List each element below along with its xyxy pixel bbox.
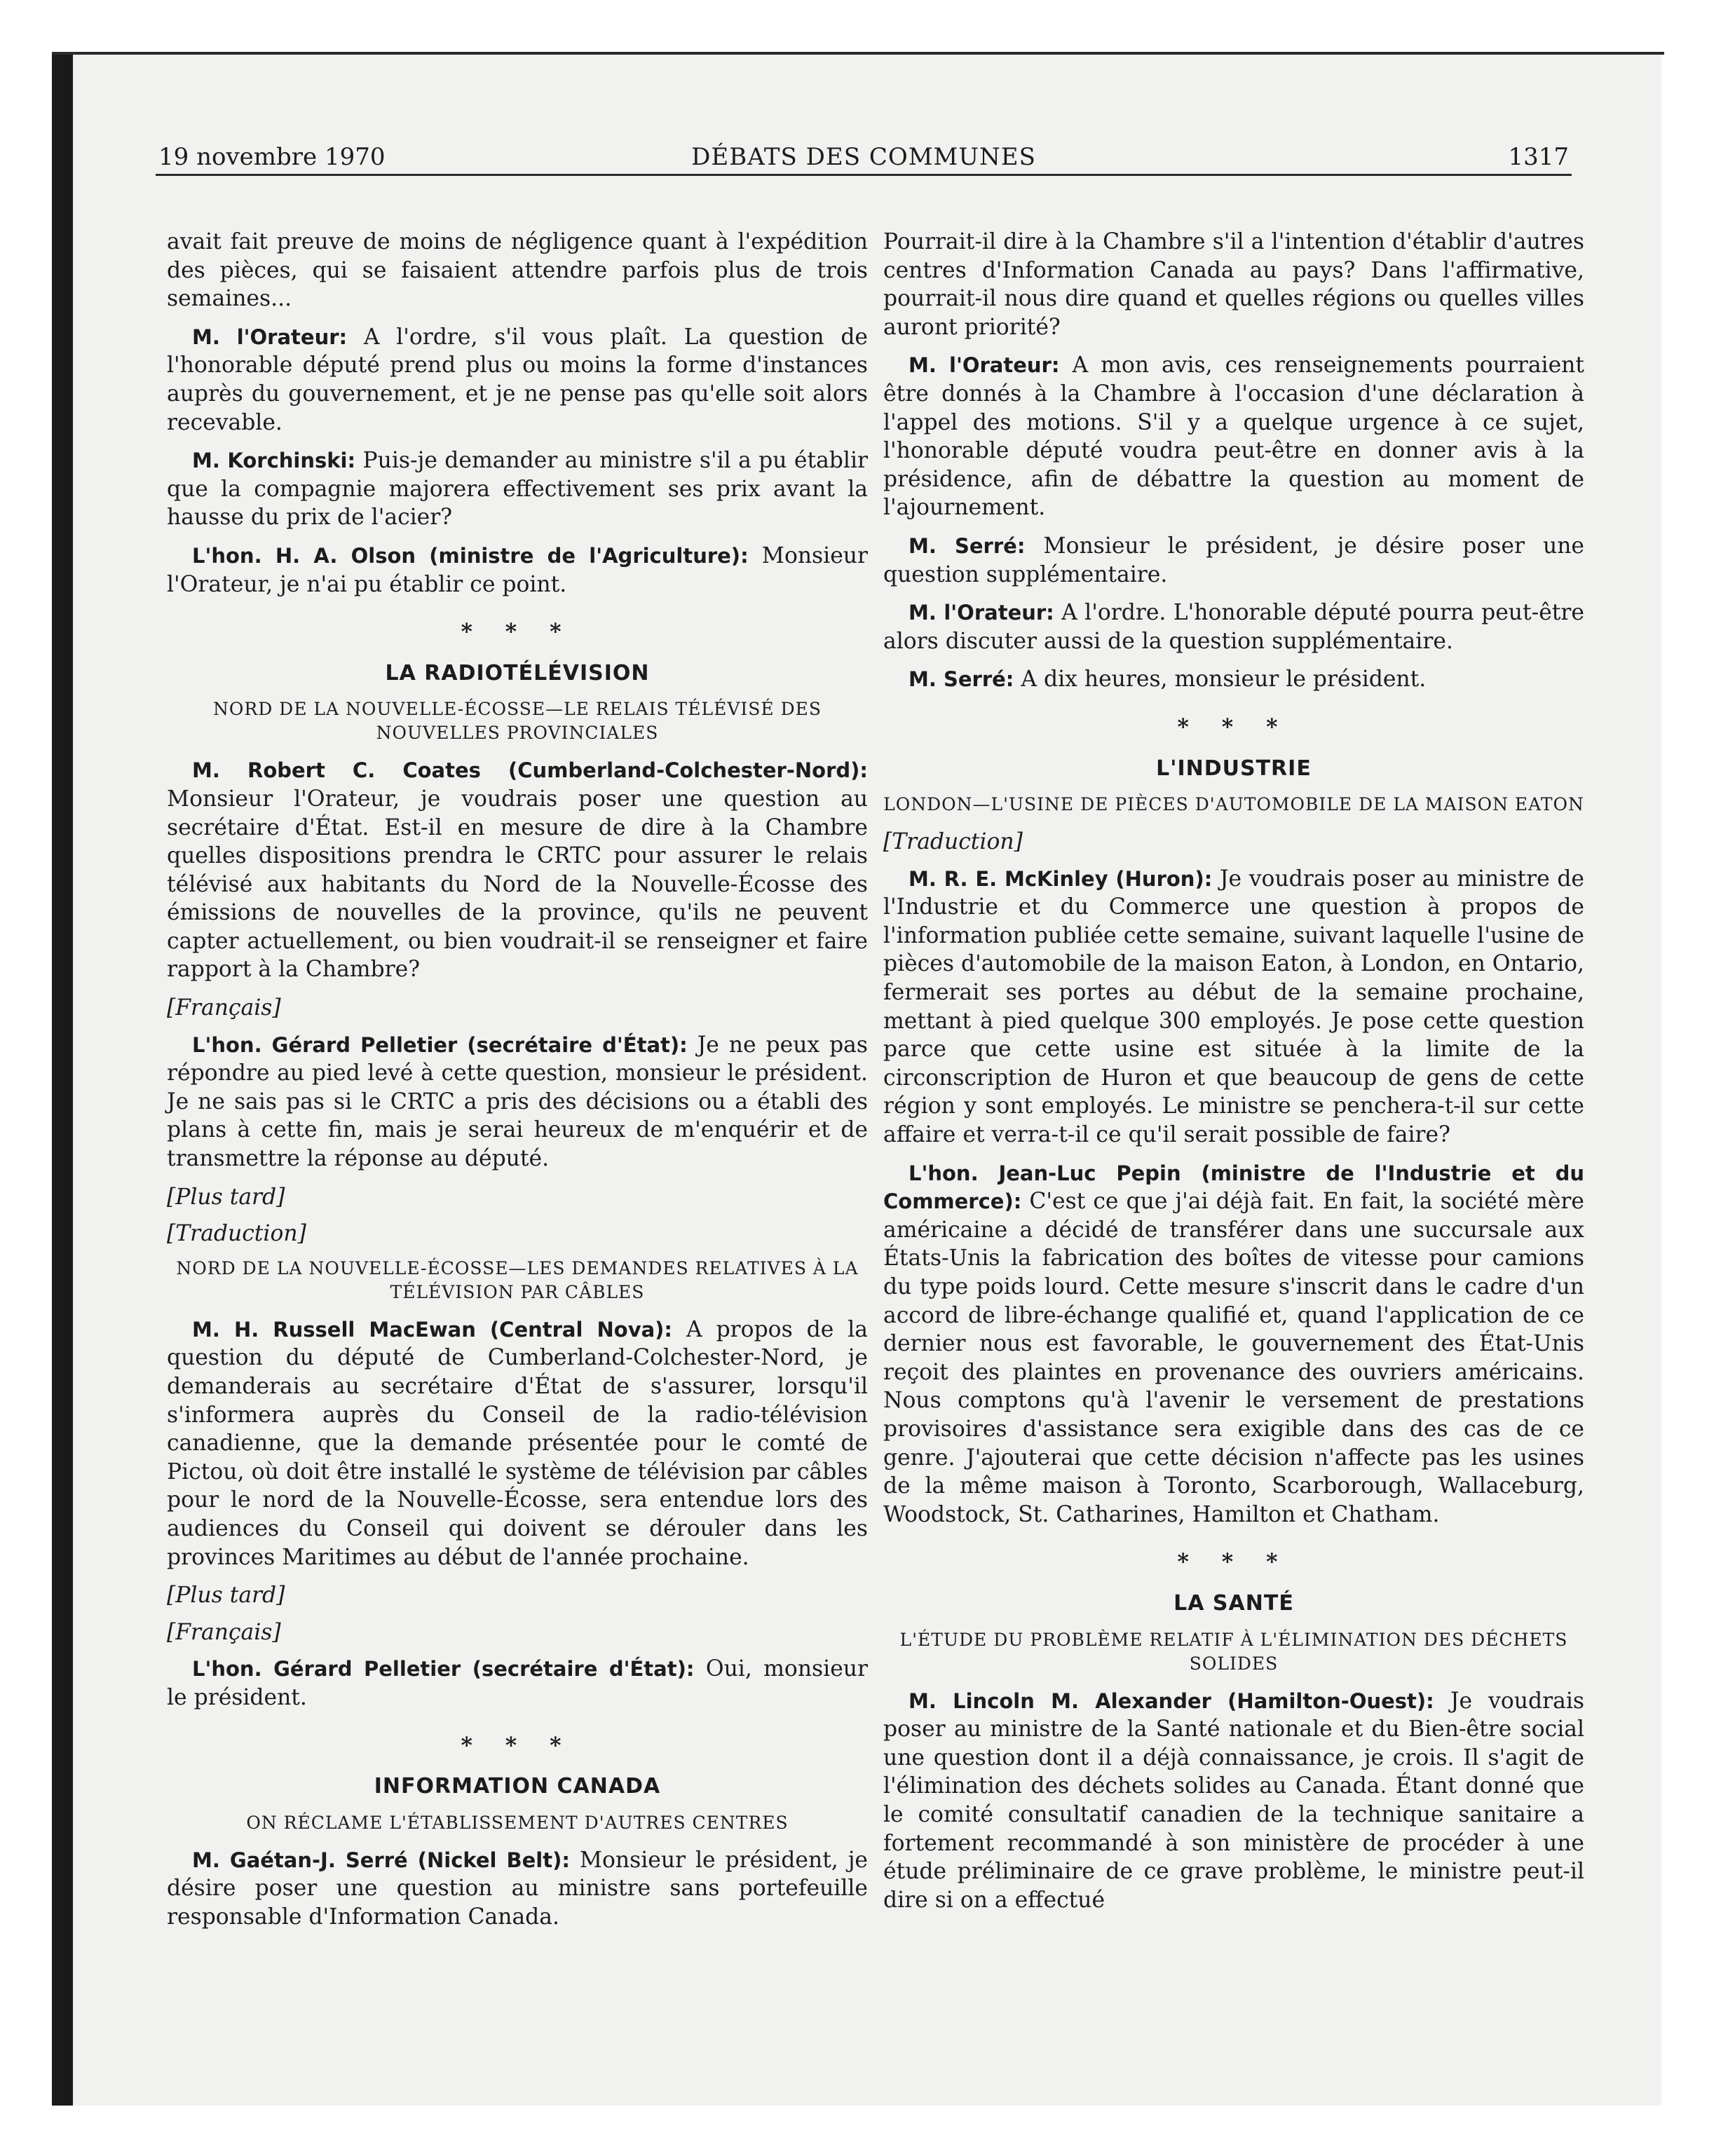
- paragraph: [883, 1159, 1584, 1529]
- section-heading: INFORMATION CANADA: [374, 1774, 661, 1799]
- page-header: [156, 137, 1572, 176]
- speaker-name: L'hon. H. A. Olson (ministre de l'Agriculture):: [192, 543, 749, 568]
- speaker-name: L'hon. Gérard Pelletier (secrétaire d'État):: [192, 1657, 695, 1681]
- speech-text: A l'ordre. L'honorable député pourra peut-être alors discuter aussi de la question supplémentaire.: [883, 600, 1584, 654]
- paragraph: [167, 446, 868, 532]
- right-column: [883, 228, 1584, 1924]
- paragraph: [167, 1316, 868, 1571]
- paragraph: avait fait preuve de moins de négligence quant à l'expédition des pièces, qui se faisaient attendre parfois plus de trois semaines...: [167, 229, 868, 312]
- speech-text: A dix heures, monsieur le président.: [1014, 667, 1427, 692]
- section-subheading: ON RÉCLAME L'ÉTABLISSEMENT D'AUTRES CENTRES: [246, 1812, 789, 1833]
- speech-text: Oui, monsieur le président.: [167, 1656, 869, 1710]
- speech-text: A l'ordre, s'il vous plaît. La question de l'honorable député prend plus ou moins la forme d'instances auprès du gouvernement, et je ne pense pas qu'elle soit alors recevable.: [167, 324, 869, 435]
- paragraph: [167, 1655, 868, 1712]
- speech-text: Monsieur le président, je désire poser une question supplémentaire.: [883, 533, 1584, 587]
- speaker-name: L'hon. Jean-Luc Pepin (ministre de l'Industrie et du Commerce):: [883, 1161, 1584, 1214]
- speech-text: A mon avis, ces renseignements pourraient être donnés à la Chambre à l'occasion d'une déclaration à l'appel des motions. S'il y a quelque urgence à ce sujet, l'honorable député voudra peut-être en donner avis à la présidence, afin de débattre la question au moment de l'ajournement.: [883, 353, 1585, 521]
- language-note: [Traduction]: [883, 829, 1023, 855]
- paragraph: [167, 542, 868, 599]
- speaker-name: M. Robert C. Coates (Cumberland-Colchester-Nord):: [192, 758, 868, 783]
- section-heading: LA RADIOTÉLÉVISION: [385, 660, 650, 685]
- speaker-name: M. Serré:: [909, 667, 1014, 692]
- speaker-name: M. Gaétan-J. Serré (Nickel Belt):: [192, 1848, 570, 1872]
- time-note: [Plus tard]: [167, 1583, 285, 1609]
- section-subheading: L'ÉTUDE DU PROBLÈME RELATIF À L'ÉLIMINATION DES DÉCHETS SOLIDES: [899, 1629, 1568, 1674]
- section-heading: L'INDUSTRIE: [1156, 756, 1312, 781]
- speaker-name: M. Korchinski:: [192, 449, 356, 473]
- section-subheading: NORD DE LA NOUVELLE-ÉCOSSE—LE RELAIS TÉLÉVISÉ DES NOUVELLES PROVINCIALES: [213, 699, 822, 744]
- section-separator: * * *: [1177, 1550, 1291, 1576]
- section-separator: * * *: [461, 1733, 574, 1759]
- language-note: [Traduction]: [167, 1221, 306, 1247]
- paragraph: [883, 665, 1584, 694]
- time-note: [Plus tard]: [167, 1184, 285, 1210]
- speaker-name: M. R. E. McKinley (Huron):: [909, 866, 1213, 891]
- page-number: 1317: [1508, 143, 1569, 171]
- paragraph: [167, 323, 868, 437]
- paragraph: [167, 1846, 868, 1932]
- speaker-name: L'hon. Gérard Pelletier (secrétaire d'État):: [192, 1032, 688, 1057]
- speech-text: Puis-je demander au ministre s'il a pu établir que la compagnie majorera effectivement ses prix avant la hausse du prix de l'acier?: [167, 448, 868, 531]
- speech-text: Monsieur le président, je désire poser une question au ministre sans portefeuille responsable d'Information Canada.: [167, 1847, 868, 1930]
- section-subheading: LONDON—L'USINE DE PIÈCES D'AUTOMOBILE DE LA MAISON EATON: [883, 794, 1584, 815]
- paragraph: [883, 532, 1584, 589]
- speaker-name: M. Lincoln M. Alexander (Hamilton-Ouest):: [909, 1688, 1434, 1713]
- paragraph: [883, 599, 1584, 655]
- paragraph: [883, 351, 1584, 522]
- speech-text: C'est ce que j'ai déjà fait. En fait, la société mère américaine a décidé de transférer dans une succursale aux États-Unis la fabrication des boîtes de vitesse pour camions du type poids lourd. Cette mesure s'inscrit dans le cadre d'un accord de libre-échange qualifié et, quand l'application de ce dernier nous est favorable, le gouvernement des État-Unis reçoit des plaintes en provenance des ouvriers américains. Nous comptons qu'à l'avenir le versement de prestations provisoires d'assistance sera exigible dans des cas de ce genre. J'ajouterai que cette décision n'affecte pas les usines de la même maison à Toronto, Scarborough, Wallaceburg, Woodstock, St. Catharines, Hamilton et Chatham.: [883, 1189, 1584, 1527]
- left-column: [167, 228, 868, 1942]
- speech-text: Monsieur l'Orateur, je n'ai pu établir ce point.: [167, 543, 869, 597]
- section-separator: * * *: [461, 620, 574, 646]
- speaker-name: M. l'Orateur:: [192, 325, 348, 349]
- speech-text: Je voudrais poser au ministre de la Santé nationale et du Bien-être social une question dont il a déjà connaissance, je crois. Il s'agit de l'élimination des déchets solides au Canada. Étant donné que le comité consultatif canadien de la technique sanitaire a fortement recommandé à son ministère de procéder à une étude préliminaire de ce grave problème, le ministre peut-il dire si on a effectué: [883, 1688, 1584, 1913]
- scan-edge-left: [52, 52, 73, 2106]
- section-heading: LA SANTÉ: [1173, 1590, 1294, 1616]
- paragraph: [883, 865, 1584, 1149]
- speaker-name: M. H. Russell MacEwan (Central Nova):: [192, 1317, 673, 1342]
- speech-text: Monsieur l'Orateur, je voudrais poser une question au secrétaire d'État. Est-il en mesure de dire à la Chambre quelles dispositions prendra le CRTC pour assurer le relais télévisé aux habitants du Nord de la Nouvelle-Écosse des émissions de nouvelles de la province, qu'ils ne peuvent capter actuellement, ou bien voudrait-il se renseigner et faire rapport à la Chambre?: [167, 786, 868, 983]
- speaker-name: M. Serré:: [909, 533, 1026, 558]
- paragraph: Pourrait-il dire à la Chambre s'il a l'intention d'établir d'autres centres d'Information Canada au pays? Dans l'affirmative, pourrait-il nous dire quand et quelles régions ou quelles villes auront priorité?: [883, 229, 1584, 340]
- section-separator: * * *: [1177, 714, 1291, 740]
- paragraph: [167, 1031, 868, 1173]
- speaker-name: M. l'Orateur:: [909, 353, 1060, 378]
- section-subheading: NORD DE LA NOUVELLE-ÉCOSSE—LES DEMANDES RELATIVES À LA TÉLÉVISION PAR CÂBLES: [176, 1257, 859, 1302]
- paragraph: [167, 756, 868, 984]
- language-note: [Français]: [167, 1619, 281, 1645]
- speaker-name: M. l'Orateur:: [909, 601, 1054, 625]
- paragraph: [883, 1687, 1584, 1915]
- speech-text: A propos de la question du député de Cumberland-Colchester-Nord, je demanderais au secrétaire d'État de s'assurer, lorsqu'il s'informera auprès du Conseil de la radio-télévision canadienne, que la demande présentée pour le comté de Pictou, où doit être installé le système de télévision par câbles pour le nord de la Nouvelle-Écosse, sera entendue lors des audiences du Conseil qui doivent se dérouler dans les provinces Maritimes au début de l'année prochaine.: [167, 1316, 868, 1570]
- language-note: [Français]: [167, 995, 281, 1021]
- header-date: 19 novembre 1970: [158, 143, 386, 171]
- speech-text: Je voudrais poser au ministre de l'Industrie et du Commerce une question à propos de l'information publiée cette semaine, suivant laquelle l'usine de pièces d'automobile de la maison Eaton, à London, en Ontario, fermerait ses portes au début de la semaine prochaine, mettant à pied quelque 300 employés. Je pose cette question parce que cette usine est située à la limite de la circonscription de Huron et que beaucoup de gens de cette région y sont employés. Le ministre se penchera-t-il sur cette affaire et verra-t-il ce qu'il serait possible de faire?: [883, 866, 1585, 1148]
- header-title: DÉBATS DES COMMUNES: [691, 143, 1036, 171]
- speech-text: Je ne peux pas répondre au pied levé à cette question, monsieur le président. Je ne sais pas si le CRTC a pris des décisions ou a établi des plans à cette fin, mais je serai heureux de m'enquérir et de transmettre la réponse au député.: [167, 1032, 868, 1172]
